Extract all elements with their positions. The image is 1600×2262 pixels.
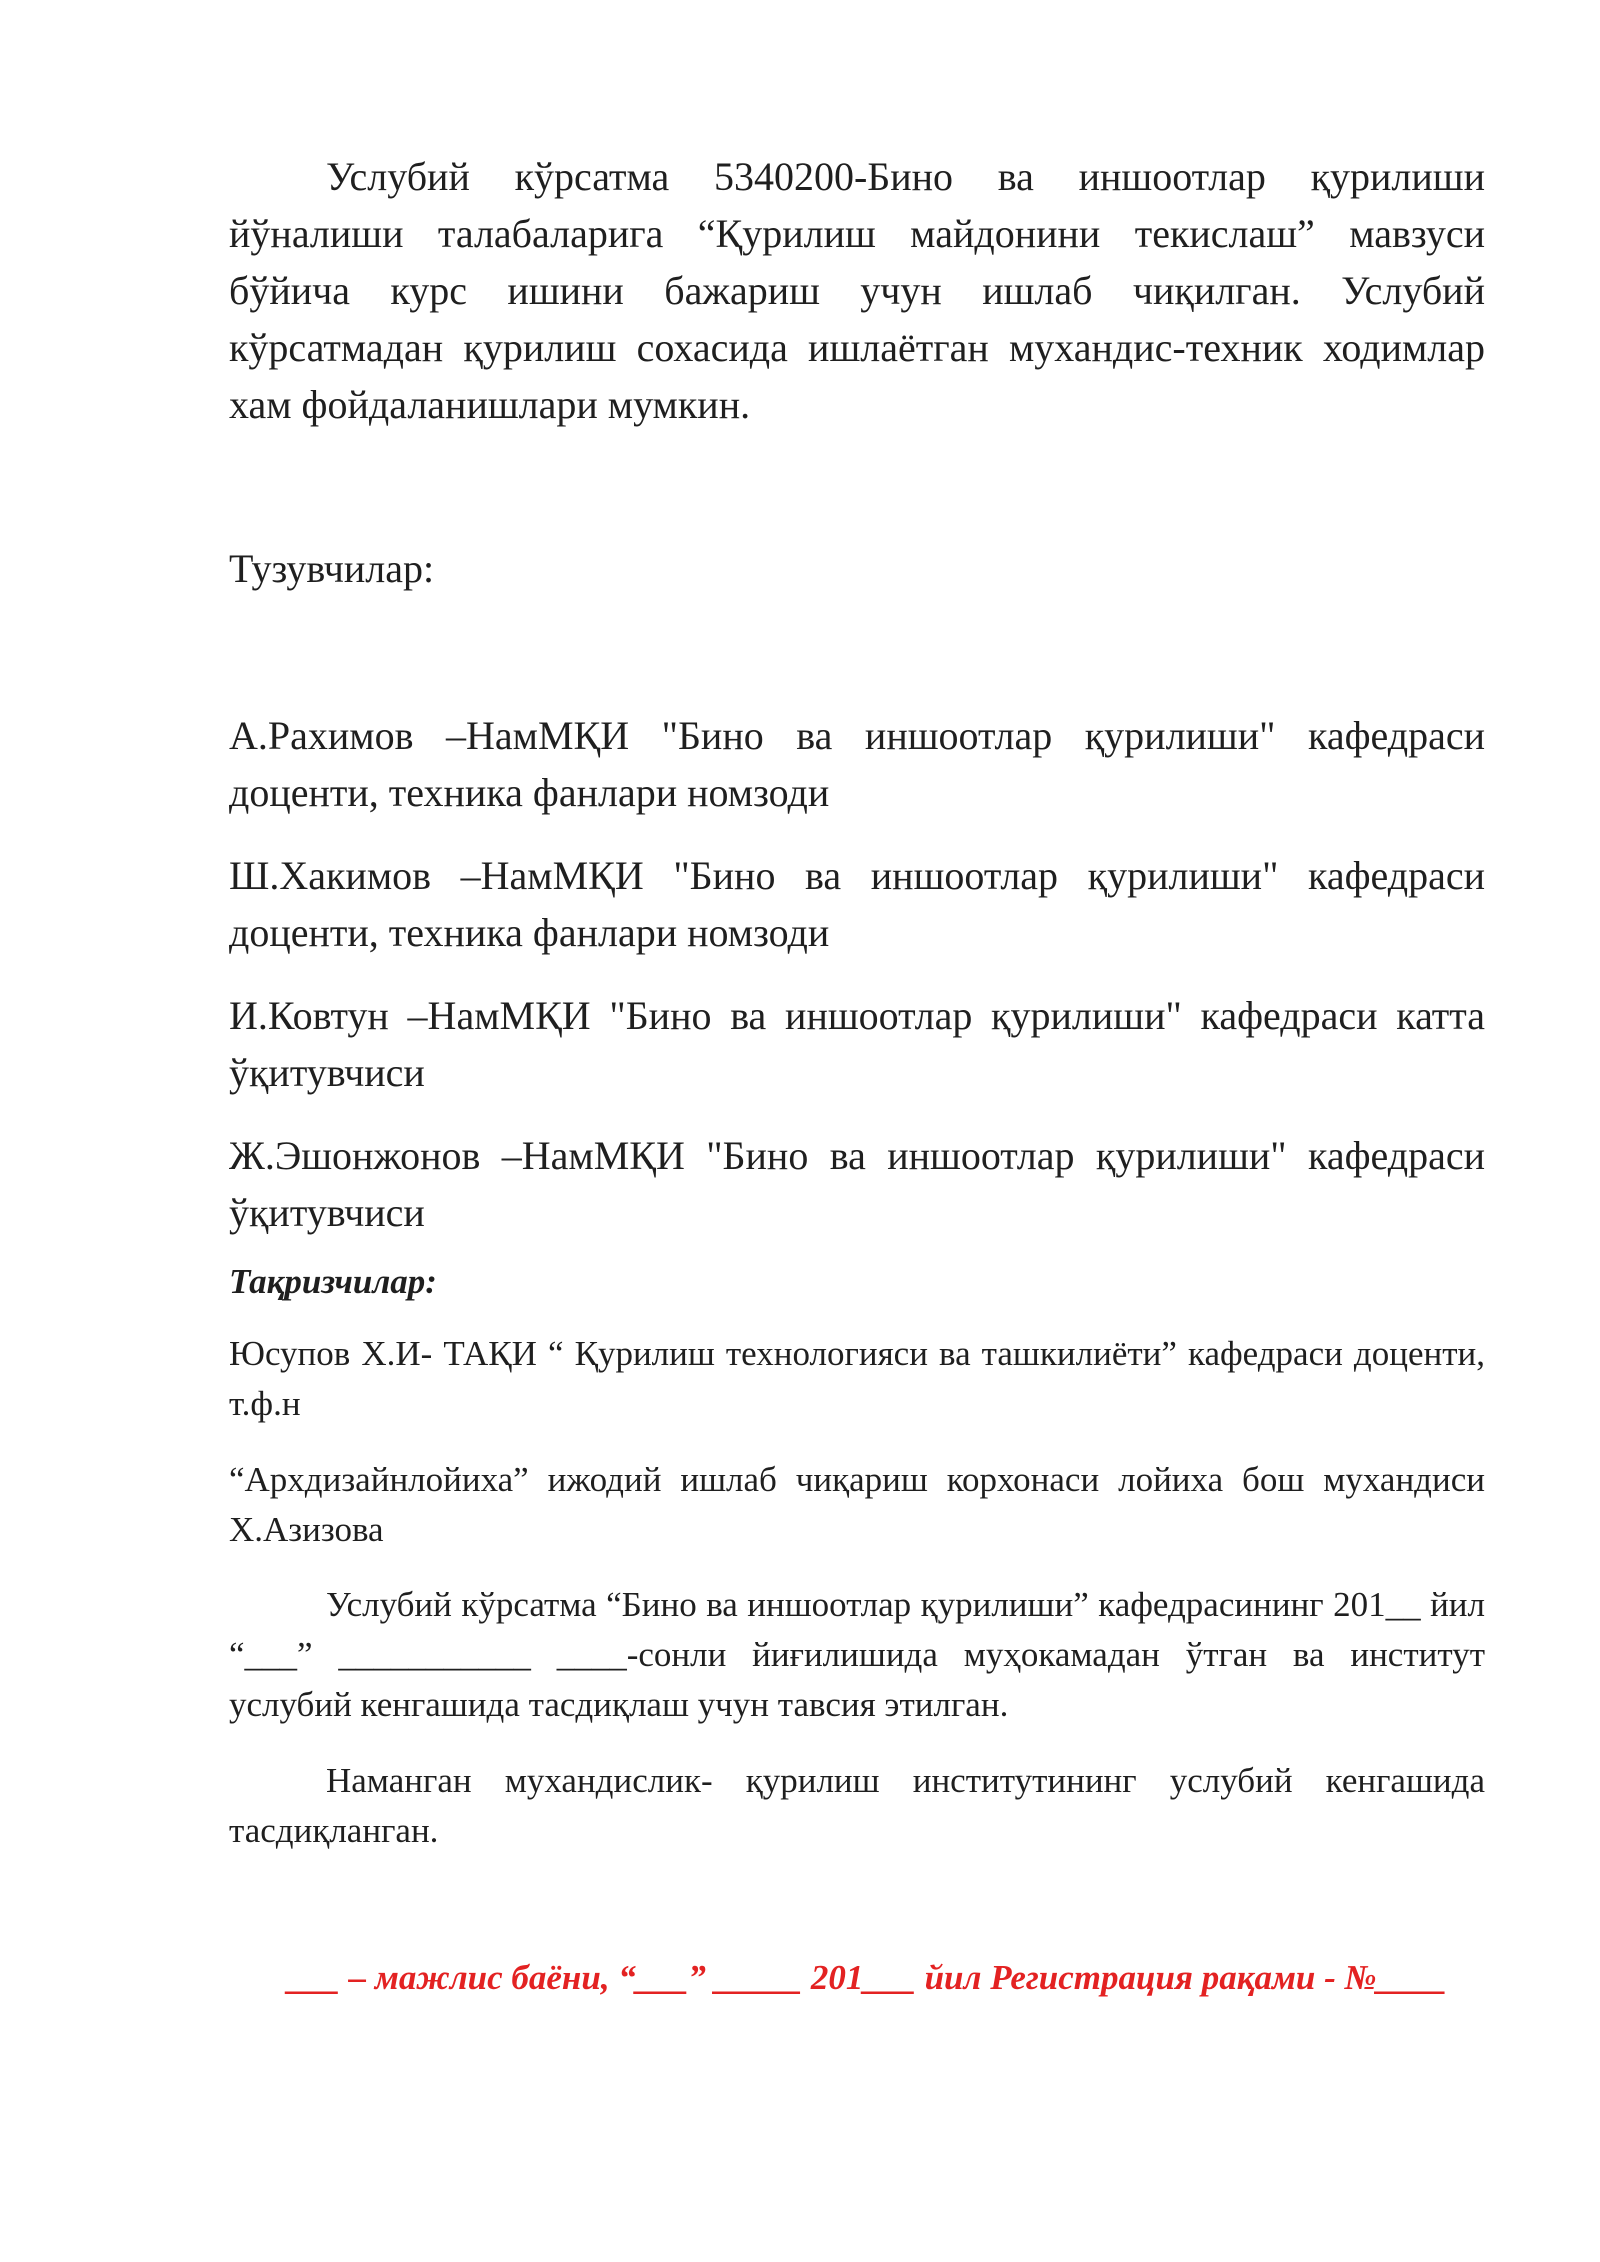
reviewer-entry: Юсупов Х.И- ТАҚИ “ Қурилиш технологияси ва ташкилиёти” кафедраси доценти, т.ф.н: [229, 1334, 1485, 1423]
document-page: [229, 148, 1485, 2003]
author-entry: Ж.Эшонжонов –НамМҚИ "Бино ва иншоотлар қурилиши" кафедраси ўқитувчиси: [229, 1133, 1485, 1235]
author-entry: А.Рахимов –НамМҚИ "Бино ва иншоотлар қурилиши" кафедраси доценти, техника фанлари номзоди: [229, 713, 1485, 815]
intro-paragraph: Услубий кўрсатма 5340200-Бино ва иншоотлар қурилиши йўналиши талабаларига “Қурилиш майдонини текислаш” мавзуси бўйича курс ишини бажариш учун ишлаб чиқилган. Услубий кўрсатмадан қурилиш сохасида ишлаётган мухандис-техник ходимлар хам фойдаланишлари мумкин.: [229, 154, 1485, 427]
council-approval-paragraph: Наманган мухандислик- қурилиш институтининг услубий кенгашида тасдиқланган.: [229, 1761, 1485, 1850]
reviewer-entry: “Архдизайнлойиха” ижодий ишлаб чиқариш корхонаси лойиха бош мухандиси Х.Азизова: [229, 1460, 1485, 1549]
approval-paragraph: Услубий кўрсатма “Бино ва иншоотлар қурилиши” кафедрасининг 201__ йил “___” ___________ ____-сонли йиғилишида муҳокамадан ўтган ва институт услубий кенгашида тасдиқлаш учун тавсия этилган.: [229, 1585, 1485, 1724]
authors-heading: Тузувчилар:: [229, 546, 435, 591]
author-entry: Ш.Хакимов –НамМҚИ "Бино ва иншоотлар қурилиши" кафедраси доценти, техника фанлари номзоди: [229, 853, 1485, 955]
reviewers-heading: Тақризчилар:: [229, 1262, 437, 1301]
minutes-registration-line: ___ – мажлис баёни, “___” _____ 201___ йил Регистрация рақами - №____: [287, 1958, 1447, 1997]
author-entry: И.Ковтун –НамМҚИ "Бино ва иншоотлар қурилиши" кафедраси катта ўқитувчиси: [229, 993, 1485, 1095]
